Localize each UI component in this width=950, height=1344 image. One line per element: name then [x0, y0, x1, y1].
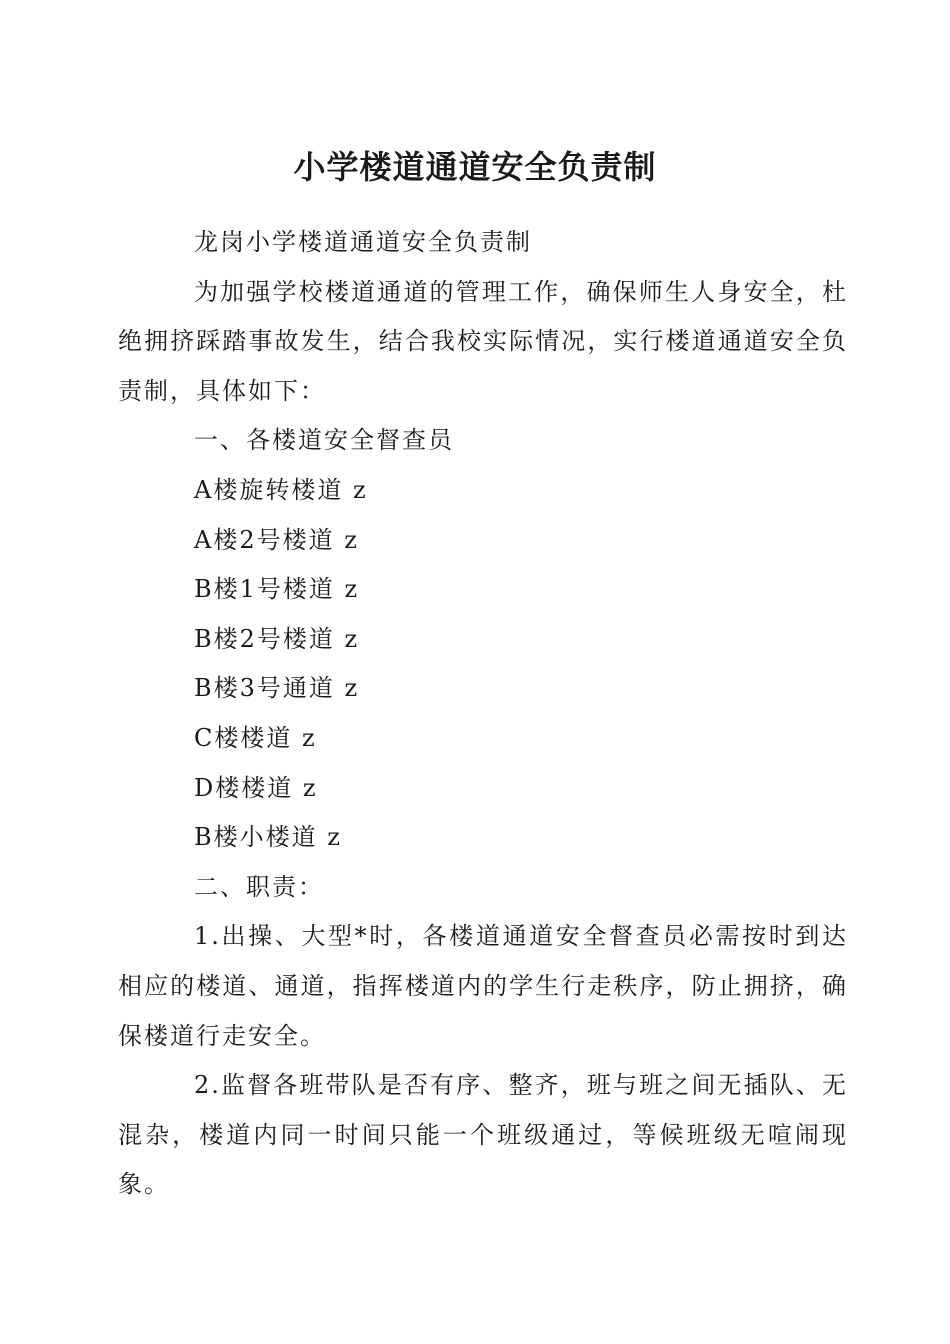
intro-paragraph: 为加强学校楼道通道的管理工作，确保师生人身安全，杜绝拥挤踩踏事故发生，结合我校实际情况，实行楼道通道安全负责制，具体如下： — [118, 277, 848, 405]
duty-paragraph: 2.监督各班带队是否有序、整齐，班与班之间无插队、无混杂，楼道内同一时间只能一个班级通过，等候班级无喧闹现象。 — [118, 1071, 848, 1199]
section-heading-supervisors: 一、各楼道安全督查员 — [194, 426, 454, 455]
document-subtitle: 龙岗小学楼道通道安全负责制 — [194, 228, 532, 256]
supervisor-item: A楼2号楼道 z — [194, 525, 359, 554]
supervisor-item: B楼1号楼道 z — [194, 575, 360, 604]
supervisor-item: C楼楼道 z — [194, 723, 317, 752]
supervisor-item: B楼2号楼道 z — [194, 624, 360, 653]
supervisor-item: B楼小楼道 z — [194, 823, 342, 852]
duty-paragraph: 1.出操、大型*时，各楼道通道安全督查员必需按时到达相应的楼道、通道，指挥楼道内的学生行走秩序，防止拥挤，确保楼道行走安全。 — [118, 922, 848, 1050]
supervisor-item: B楼3号通道 z — [194, 674, 360, 703]
supervisor-item: D楼楼道 z — [194, 773, 318, 802]
document-title: 小学楼道通道安全负责制 — [293, 148, 657, 186]
document-body — [118, 218, 848, 1210]
supervisor-item: A楼旋转楼道 z — [194, 475, 368, 504]
section-heading-duties: 二、职责： — [194, 872, 324, 901]
